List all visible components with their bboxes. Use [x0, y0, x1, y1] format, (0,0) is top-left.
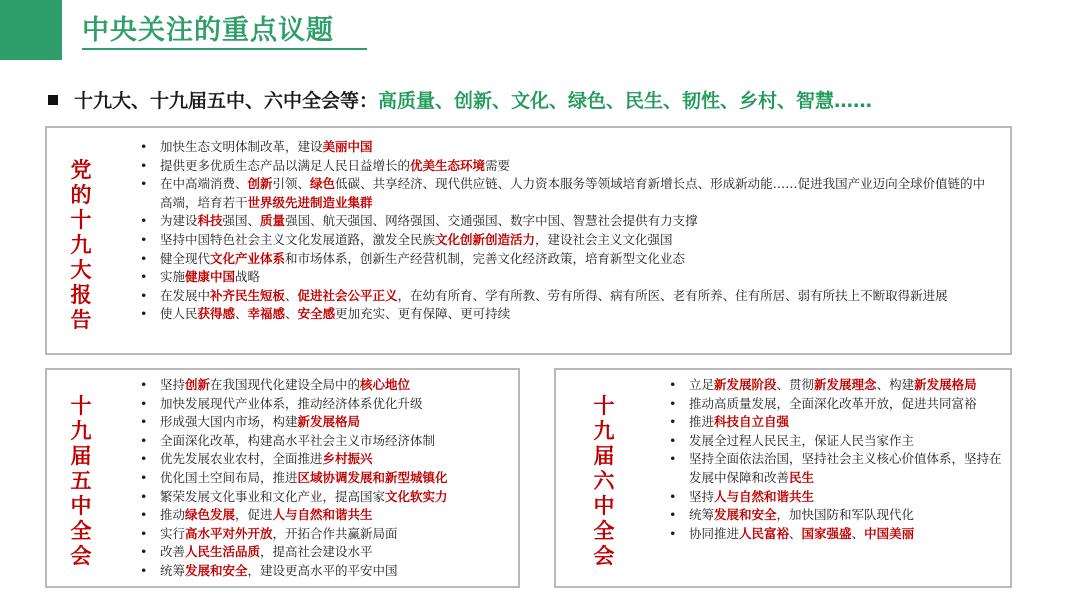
item-text: 协同推进 — [689, 525, 740, 541]
item-text: 强国、 — [222, 213, 261, 229]
heading-char: 告 — [70, 308, 92, 332]
highlight-text: 民生 — [789, 469, 815, 485]
heading-char: 报 — [70, 283, 92, 307]
highlight-text: 人与自然和谐共生 — [714, 488, 815, 504]
highlight-text: 文化产业体系 — [210, 250, 286, 266]
item-text: 提供更多优质生态产品以满足人民日益增长的 — [160, 157, 411, 173]
item-text: ，建设更高水平的平安中国 — [247, 562, 398, 578]
heading-char: 六 — [593, 469, 615, 493]
list-item — [132, 268, 992, 287]
heading-char: 的 — [70, 183, 92, 207]
list-item — [661, 488, 1006, 507]
list-item — [132, 413, 517, 432]
highlight-text: 科技自立自强 — [714, 414, 790, 430]
list-item — [661, 413, 1006, 432]
item-list — [661, 376, 1006, 543]
list-item — [132, 175, 992, 212]
item-list — [132, 138, 992, 324]
highlight-text: 健康中国 — [185, 269, 236, 285]
highlight-text: 核心地位 — [360, 377, 411, 392]
highlight-text: 新发展格局 — [297, 414, 361, 430]
heading-char: 会 — [593, 544, 615, 568]
item-text: 、 — [789, 525, 802, 541]
list-item — [132, 157, 992, 176]
item-text: ，建设社会主义文化强国 — [535, 231, 673, 247]
list-item — [132, 138, 992, 157]
highlight-text: 人民富裕 — [739, 525, 790, 541]
highlight-text: 中国美丽 — [864, 525, 915, 541]
highlight-text: 促进社会公平正义 — [297, 287, 398, 303]
item-text: 形成强大国内市场，构建 — [160, 414, 298, 430]
item-text: 全面深化改革，构建高水平社会主义市场经济体制 — [160, 432, 436, 448]
panel-19th-congress-report — [45, 126, 1012, 355]
list-item — [132, 450, 517, 469]
list-item — [132, 376, 517, 395]
heading-char: 九 — [70, 419, 92, 443]
title-underline — [82, 48, 367, 50]
highlight-text: 世界级先进制造业集群 — [247, 194, 373, 210]
highlight-text: 发展和安全 — [185, 562, 248, 578]
title-accent-bar — [0, 0, 62, 60]
list-item — [132, 432, 517, 451]
highlight-text: 国家强盛 — [801, 525, 852, 541]
list-item — [132, 469, 517, 488]
item-text: 坚持中国特色社会主义文化发展道路，激发全民族 — [160, 231, 436, 247]
list-item — [132, 562, 517, 581]
list-item — [661, 395, 1006, 414]
page-title: 中央关注的重点议题 — [82, 15, 334, 46]
item-text: 在发展中 — [160, 287, 211, 303]
list-item — [132, 305, 992, 324]
item-text: 引领、 — [272, 176, 311, 192]
heading-char: 全 — [70, 519, 92, 543]
highlight-text: 新发展格局 — [914, 377, 977, 392]
item-text: 加快发展现代产业体系，推动经济体系优化升级 — [160, 395, 423, 411]
list-item — [132, 525, 517, 544]
item-text: 、贯彻 — [776, 377, 815, 392]
highlight-text: 安全感 — [297, 306, 336, 322]
heading-char: 十 — [593, 394, 615, 418]
list-item — [132, 250, 992, 269]
panel-heading — [69, 394, 93, 569]
list-item — [132, 506, 517, 525]
item-text: 优化国土空间布局，推进 — [160, 469, 298, 485]
subheading-lead: 十九大、十九届五中、六中全会等： — [74, 90, 379, 112]
heading-char: 届 — [593, 444, 615, 468]
heading-char: 大 — [70, 258, 92, 282]
list-item — [132, 395, 517, 414]
highlight-text: 新发展阶段 — [714, 377, 777, 392]
heading-char: 党 — [70, 158, 92, 182]
panel-6th-plenary — [554, 368, 1012, 588]
item-text: 、构建 — [876, 377, 915, 392]
highlight-text: 质量 — [260, 213, 286, 229]
highlight-text: 创新 — [185, 377, 211, 392]
item-text: 为建设 — [160, 213, 198, 229]
item-text: 在中高端消费、 — [160, 176, 248, 192]
item-text: ，提高社会建设水平 — [260, 544, 373, 560]
highlight-text: 文化创新创造活力 — [435, 231, 536, 247]
highlight-text: 优美生态环境 — [410, 157, 486, 173]
item-list — [132, 376, 517, 581]
highlight-text: 补齐民生短板 — [210, 287, 286, 303]
item-text: 改善 — [160, 544, 186, 560]
heading-char: 中 — [70, 494, 92, 518]
subheading-topics: 高质量、创新、文化、绿色、民生、韧性、乡村、智慧…… — [378, 90, 873, 112]
item-text: 优先发展农业农村，全面推进 — [160, 451, 323, 467]
square-bullet-icon — [48, 95, 58, 105]
list-item — [132, 488, 517, 507]
highlight-text: 人与自然和谐共生 — [272, 507, 373, 523]
item-text: ，加快国防和军队现代化 — [776, 507, 915, 523]
item-text: 、 — [285, 306, 298, 322]
item-text: 统筹 — [160, 562, 186, 578]
highlight-text: 科技 — [197, 213, 223, 229]
item-text: 加快生态文明体制改革，建设 — [160, 139, 323, 154]
panel-heading — [592, 394, 616, 569]
highlight-text: 新发展理念 — [814, 377, 877, 392]
item-text: ，促进 — [235, 507, 273, 523]
item-text: 推动高质量发展，全面深化改革开放，促进共同富裕 — [689, 395, 977, 411]
item-text: 需要 — [485, 157, 511, 173]
highlight-text: 绿色发展 — [185, 507, 236, 523]
item-text: 低碳、共享经济、现代供应链、人力资本服务等领域培育新增长点、形成新动能……促进我国产业迈向全球价值链的中高端，培育若干 — [160, 176, 986, 210]
heading-char: 会 — [70, 544, 92, 568]
list-item — [661, 506, 1006, 525]
highlight-text: 美丽中国 — [322, 139, 373, 154]
highlight-text: 获得感 — [197, 306, 236, 322]
highlight-text: 区域协调发展和新型城镇化 — [297, 469, 448, 485]
item-text: 和市场体系，创新生产经营机制，完善文化经济政策，培育新型文化业态 — [285, 250, 686, 266]
highlight-text: 人民生活品质 — [185, 544, 261, 560]
list-item — [132, 287, 992, 306]
list-item — [661, 376, 1006, 395]
item-text: 立足 — [689, 377, 715, 392]
item-text: 战略 — [235, 269, 261, 285]
item-text: 坚持全面依法治国，坚持社会主义核心价值体系，坚持在发展中保障和改善 — [689, 451, 1002, 485]
highlight-text: 文化软实力 — [385, 488, 448, 504]
heading-char: 全 — [593, 519, 615, 543]
item-text: 发展全过程人民民主，保证人民当家作主 — [689, 432, 915, 448]
item-text: ，在幼有所育、学有所教、劳有所得、病有所医、老有所养、住有所居、弱有所扶上不断取得新进展 — [397, 287, 948, 303]
list-item — [661, 525, 1006, 544]
item-text: 、 — [285, 287, 298, 303]
item-text: 繁荣发展文化事业和文化产业，提高国家 — [160, 488, 386, 504]
list-item — [661, 432, 1006, 451]
list-item — [132, 543, 517, 562]
item-text: 推动 — [160, 507, 186, 523]
panel-heading — [69, 158, 93, 333]
item-text: 实施 — [160, 269, 186, 285]
highlight-text: 创新 — [247, 176, 273, 192]
item-text: 在我国现代化建设全局中的 — [210, 377, 361, 392]
heading-char: 十 — [70, 394, 92, 418]
highlight-text: 乡村振兴 — [322, 451, 373, 467]
item-text: 、 — [235, 306, 248, 322]
heading-char: 十 — [70, 208, 92, 232]
highlight-text: 高水平对外开放 — [185, 525, 273, 541]
highlight-text: 绿色 — [310, 176, 336, 192]
item-text: 使人民 — [160, 306, 198, 322]
heading-char: 九 — [593, 419, 615, 443]
heading-char: 中 — [593, 494, 615, 518]
item-text: ，开拓合作共赢新局面 — [272, 525, 398, 541]
panel-5th-plenary — [45, 368, 520, 588]
heading-char: 届 — [70, 444, 92, 468]
item-text: 强国、航天强国、网络强国、交通强国、数字中国、智慧社会提供有力支撑 — [285, 213, 698, 229]
subheading — [48, 86, 872, 113]
list-item — [661, 450, 1006, 487]
item-text: 统筹 — [689, 507, 715, 523]
item-text: 、 — [851, 525, 865, 541]
list-item — [132, 231, 992, 250]
highlight-text: 幸福感 — [247, 306, 286, 322]
list-item — [132, 212, 992, 231]
item-text: 推进 — [689, 414, 715, 430]
item-text: 坚持 — [689, 488, 715, 504]
item-text: 实行 — [160, 525, 186, 541]
item-text: 坚持 — [160, 377, 186, 392]
heading-char: 五 — [70, 469, 92, 493]
item-text: 健全现代 — [160, 250, 211, 266]
item-text: 更加充实、更有保障、更可持续 — [335, 306, 511, 322]
highlight-text: 发展和安全 — [714, 507, 777, 523]
heading-char: 九 — [70, 233, 92, 257]
